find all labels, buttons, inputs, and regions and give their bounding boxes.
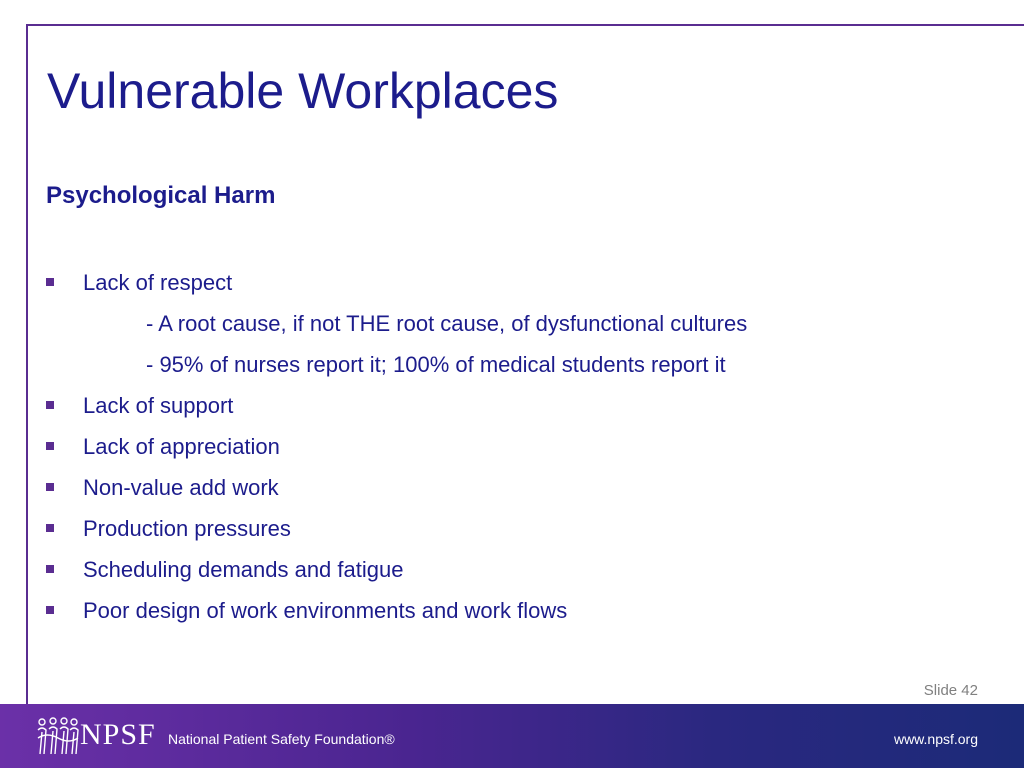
bullet-text: Lack of appreciation [83, 434, 280, 459]
bullet-text: Scheduling demands and fatigue [83, 557, 404, 582]
bullet-text: Non-value add work [83, 475, 279, 500]
bullet-text: Production pressures [83, 516, 291, 541]
sub-bullet-text: - 95% of nurses report it; 100% of medical students report it [146, 352, 726, 377]
square-bullet-icon [46, 606, 54, 614]
slide-number: Slide 42 [923, 682, 978, 699]
bullet-text: Lack of respect [83, 270, 233, 295]
square-bullet-icon [46, 524, 54, 532]
npsf-logo-text: NPSF [80, 718, 156, 751]
bullet-text: Poor design of work environments and work flows [83, 598, 568, 623]
square-bullet-icon [46, 565, 54, 573]
square-bullet-icon [46, 483, 54, 491]
people-figures-icon [36, 716, 80, 756]
footer-bar [0, 704, 1024, 768]
slide-title: Vulnerable Workplaces [47, 63, 559, 119]
footer-url[interactable]: www.npsf.org [893, 731, 978, 747]
square-bullet-icon [46, 278, 54, 286]
sub-bullet-text: - A root cause, if not THE root cause, of dysfunctional cultures [146, 311, 748, 336]
bullet-text: Lack of support [83, 393, 234, 418]
organization-name: National Patient Safety Foundation® [168, 731, 395, 747]
square-bullet-icon [46, 401, 54, 409]
slide-subtitle: Psychological Harm [46, 182, 276, 209]
square-bullet-icon [46, 442, 54, 450]
